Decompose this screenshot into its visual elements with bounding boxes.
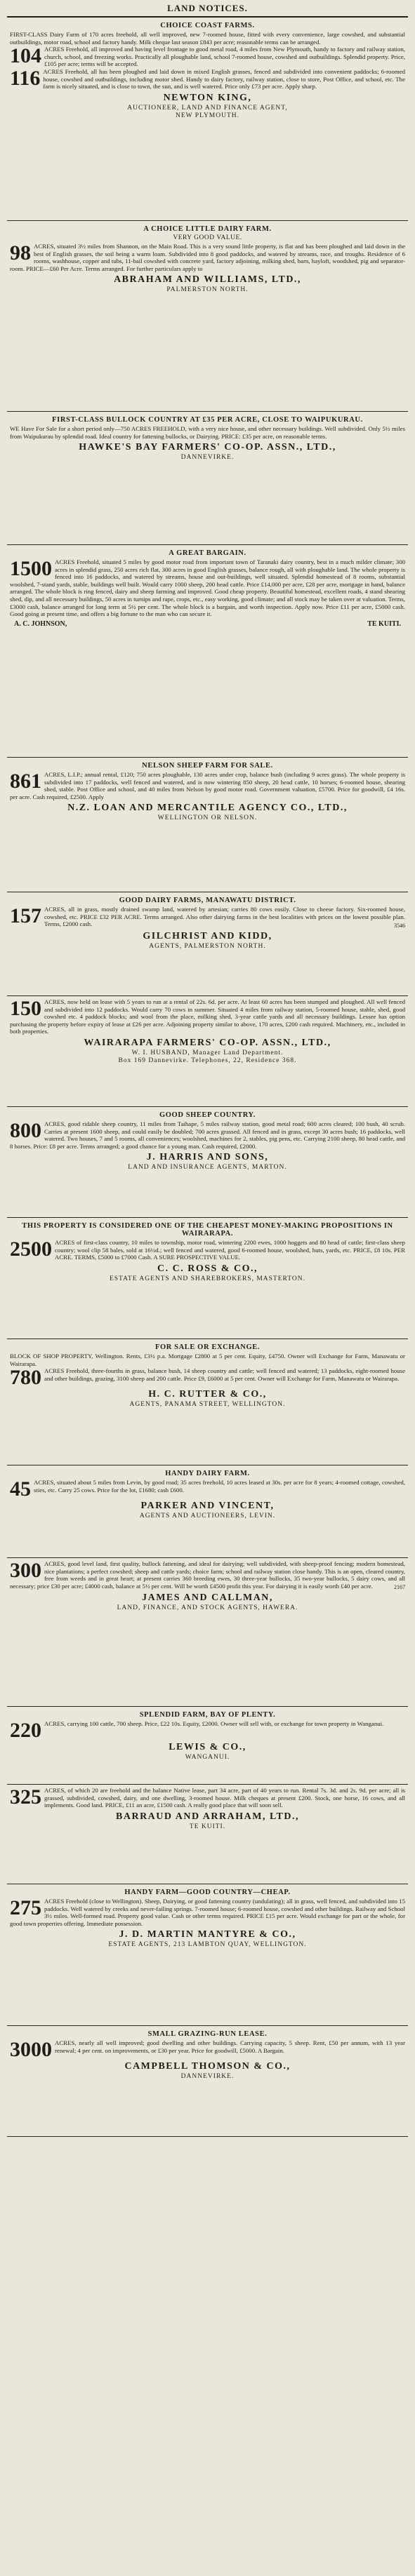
ad-body-paragraph xyxy=(10,1353,405,1367)
agent-firm-name: LEWIS & CO., xyxy=(169,1742,246,1752)
ad-heading: FOR SALE OR EXCHANGE. xyxy=(154,1343,261,1351)
agent-address-line: TE KUITI. xyxy=(189,1823,226,1830)
acreage-figure: 45 xyxy=(10,1477,31,1501)
advertisement xyxy=(7,1707,408,1785)
advertisement xyxy=(7,1785,408,1884)
agent-address-line: LAND AND INSURANCE AGENTS, MARTON. xyxy=(128,1164,287,1172)
agent-address-line: AUCTIONEER, LAND AND FINANCE AGENT, xyxy=(127,104,288,112)
agent-firm-name: GILCHRIST AND KIDD, xyxy=(143,930,272,941)
ad-body-text: ACRES Freehold, all has been ploughed and laid down in mixed English grasses, fenced and subdivided into convenient paddocks; 6-roomed house, cowshed and outbuildings, including motor shed. Handy to dairy factory, railway station, close to store, Post Office, and school, etc. The farm is nicely situated, and is close to town, the sun, and is well watered. Price only £73 per acre. Apply sharp. xyxy=(43,67,405,90)
masthead: LAND NOTICES. xyxy=(7,0,408,18)
agent-firm-name: PARKER AND VINCENT, xyxy=(140,1501,275,1511)
ad-body-paragraph xyxy=(10,243,405,272)
agent-firm-name: H. C. RUTTER & CO., xyxy=(148,1389,267,1400)
ad-body-paragraph xyxy=(10,558,405,618)
agent-firm-name: CAMPBELL THOMSON & CO., xyxy=(124,2061,291,2072)
ad-body-paragraph xyxy=(10,1719,405,1742)
ad-body-paragraph xyxy=(10,425,405,440)
ad-body-text: ACRES, situated 3½ miles from Shannon, on the Main Road. This is a very sound little property, is flat and has been ploughed and laid down in the best of English grasses, the soil being a warm loam. Subdivided into 8 good paddocks, and watered by streams, race, and troughs. Residence of 6 rooms, washhouse, copper and tubs, 11-bail cowshed with concrete yard, factory adjoining, milking shed, barn, hayloft, woodshed, pig and separator-room. PRICE—£60 Per Acre. Terms arranged. For further particulars apply to xyxy=(10,243,405,272)
acreage-figure: 157 xyxy=(10,904,41,927)
advertisement xyxy=(7,758,408,892)
acreage-figure: 300 xyxy=(10,1559,41,1582)
ad-heading: HANDY FARM—GOOD COUNTRY—CHEAP. xyxy=(124,1889,291,1896)
ad-heading: CHOICE COAST FARMS. xyxy=(160,22,255,29)
agent-address-line: DANNEVIRKE. xyxy=(180,454,235,462)
agent-address-line: WANGANUI. xyxy=(185,1754,230,1761)
ad-heading: THIS PROPERTY IS CONSIDERED ONE OF THE CHEAPEST MONEY-MAKING PROPOSITIONS IN WAIRARAPA. xyxy=(22,1222,393,1237)
acreage-figure: 220 xyxy=(10,1719,41,1742)
ad-body-paragraph xyxy=(10,2038,405,2061)
ad-body-text: ACRES, carrying 100 cattle, 700 sheep. Price, £22 10s. Equity, £2000. Owner will sell with, or exchange for town property in Wanganui. xyxy=(44,1720,384,1727)
ad-body-text: ACRES, good level land, first quality, bullock fattening, and ideal for dairying; well subdivided, with sheep-proof fencing; modern homestead, nice plantations; a perfect cowshed; sheep and cattle yards; choice farm; school and railway station close handy. This is an open, cleared country, free from weeds and in great heart; at present carries 360 breeding ewes, 30 three-year bullocks, 35 two-year bullocks, 5 dairy cows, and all necessary; price £30 per acre; £4000 cash, balance at 5½ per cent. Will be worth £4500 profit this year. For dairying it is easily worth £40 per acre. xyxy=(10,1560,405,1590)
ad-body-text: ACRES Freehold, three-fourths in grass, balance bush, 14 sheep country and cattle; well fenced and watered; 13 paddocks, eight-roomed house and other buildings, grazing, 3100 sheep and 200 cattle. Price £9, £6000 at 5 per cent. Owner will Exchange for Farm, Manawatu or Wairarapa. xyxy=(44,1367,405,1382)
agent-address-line: ESTATE AGENTS AND SHAREBROKERS, MASTERTON. xyxy=(109,1275,306,1282)
ad-body-text: ACRES, situated about 5 miles from Levin, by good road; 35 acres freehold, 10 acres leased at 30s. per acre for 8 years; 4-roomed cottage, cowshed, sties, etc. Carry 25 cows. Price for the lot, £1680; cash £600. xyxy=(34,1479,405,1494)
agent-firm-name: C. C. ROSS & CO., xyxy=(157,1263,258,1274)
ad-body-text: ACRES, now held on lease with 5 years to run at a rental of 22s. 6d. per acre. At least 60 acres has been stumped and ploughed. All well fenced and subdivided into 12 paddocks. Would carry 70 cows in summer. Situated 4 miles from railway station, 5-roomed house, stable, shed, good cowshed etc. 4 paddock blocks; and wool from the place, milking shed, 3-year cattle yards and all necessary buildings. Lessee has option purchasing the property before expiry of lease at £26 per acre. Adjoining property similar to above, 170 acres, £200 cash required. Machinery, etc., included in both properties. xyxy=(10,998,405,1035)
agent-firm-name: J. HARRIS AND SONS, xyxy=(146,1152,269,1163)
ad-body-paragraph xyxy=(10,1560,405,1590)
advertisement xyxy=(7,1465,408,1558)
agent-firm-part: A. C. JOHNSON, xyxy=(14,619,67,628)
ad-body-text: WE Have For Sale for a short period only—750 ACRES FREEHOLD, with a very nice house, and other necessary buildings. Well subdivided. Only 5½ miles from Waipukurau by splendid road. Ideal country for fattening bullocks, or Dairying. PRICE: £35 per acre, on reasonable terms. xyxy=(10,425,405,440)
agent-address-line: AGENTS AND AUCTIONEERS, LEVIN. xyxy=(139,1512,276,1520)
ad-body-paragraph xyxy=(10,771,405,800)
acreage-figure: 275 xyxy=(10,1896,41,1919)
acreage-figure: 3000 xyxy=(10,2038,52,2061)
ad-body-text: ACRES, L.I.P.; annual rental, £120; 750 acres ploughable, 130 acres under crop, balance bush (including 9 acres grass). The whole property is subdivided into 17 paddocks, well fenced and watered, and is now wintering 850 sheep, 20 head cattle, 10 horses; 6-roomed house, shearing shed, stable. Post Office and school, and 40 miles from Nelson by good motor road. Government valuation, £5700. Price for goodwill, £4 16s. per acre. Cash required, £2500. Apply xyxy=(10,771,405,800)
acreage-figure: 1500 xyxy=(10,557,52,580)
advertisement xyxy=(7,2026,408,2137)
ad-reference-number: 3546 xyxy=(394,922,405,929)
acreage-figure: 800 xyxy=(10,1119,41,1142)
ad-heading: SPLENDID FARM, BAY OF PLENTY. xyxy=(139,1711,276,1719)
agent-firm-name: WAIRARAPA FARMERS' CO-OP. ASSN., LTD., xyxy=(84,1037,331,1048)
agent-address-line: NEW PLYMOUTH. xyxy=(175,112,240,119)
ad-body-paragraph xyxy=(10,1366,405,1390)
acreage-figure: 150 xyxy=(10,997,41,1020)
agent-address-line: PALMERSTON NORTH. xyxy=(166,286,249,294)
agent-firm-name: JAMES AND CALLMAN, xyxy=(142,1592,273,1604)
ad-body-paragraph xyxy=(10,1239,405,1261)
agent-address-line: DANNEVIRKE. xyxy=(180,2073,235,2080)
ad-body-text: ACRES, good ridable sheep country, 11 miles from Taihape, 5 miles railway station, good metal road; 600 acres cleared; 100 bush, 40 scrub. Carries at present 1600 sheep, and could easily be doubled; 700 acres grassed. All fenced and in grass, except 30 acres bush; 16 paddocks, well watered. Two houses, 7 and 5 rooms, all conveniences; woolshed, machines for 2, stables, pig pens, etc. Carrying 2100 sheep, 80 head cattle, and 8 horses. Price: £8 per acre. Terms arranged; a good chance for a young man. Cash required, £2000. xyxy=(10,1120,405,1150)
agent-firm-name: HAWKE'S BAY FARMERS' CO-OP. ASSN., LTD., xyxy=(79,442,336,453)
ad-body-paragraph xyxy=(10,1477,405,1501)
ad-heading: SMALL GRAZING-RUN LEASE. xyxy=(147,2030,268,2038)
advertisement-column xyxy=(7,18,408,2137)
advertisement xyxy=(7,996,408,1107)
advertisement xyxy=(7,412,408,545)
agent-firm-name: ABRAHAM AND WILLIAMS, LTD., xyxy=(114,274,301,286)
ad-body-text: ACRES of first-class country, 10 miles to township, motor road, wintering 2200 ewes, 1000 hoggets and 80 head of cattle; first-class sheep country; wool clip 58 bales, sold at 16½d.; well fenced and watered, good 6-roomed house, woolshed, huts, yards, etc. PRICE, £8 10s. PER ACRE. TERMS, £5000 to £7000 Cash. A SURE PROSPECTIVE VALUE. xyxy=(55,1239,405,1261)
agent-address-line: AGENTS, PANAMA STREET, WELLINGTON. xyxy=(129,1401,286,1409)
advertisement xyxy=(7,1558,408,1707)
ad-body-text: ACRES, all in grass, mostly drained swamp land, watered by artesian; carries 80 cows easily. Close to cheese factory. Six-roomed house, cowshed, etc. PRICE £32 PER ACRE. Terms arranged. Also other dairying farms in the best localities with prices on the lowest possible plan. Terms, £2000 cash. xyxy=(44,906,405,928)
agent-address-line: W. I. HUSBAND, Manager Land Department. xyxy=(131,1049,284,1056)
ad-body-paragraph xyxy=(10,68,405,90)
advertisement xyxy=(7,18,408,221)
advertisement xyxy=(7,892,408,996)
acreage-figure: 780 xyxy=(10,1366,41,1390)
ad-body-text: ACRES, nearly all well improved; good dwelling and other buildings. Carrying capacity, 5 sheep. Rent, £50 per annum, with 13 year renewal; 4 per cent. on improvements, or £30 per year. Price for goodwill, £5000. A Bargain. xyxy=(55,2039,405,2054)
advertisement xyxy=(7,545,408,758)
ad-heading: NELSON SHEEP FARM FOR SALE. xyxy=(142,762,273,770)
agent-firm-name: N.Z. LOAN AND MERCANTILE AGENCY CO., LTD., xyxy=(67,803,348,814)
agent-address-line: LAND, FINANCE, AND STOCK AGENTS, HAWERA. xyxy=(117,1604,298,1612)
agent-firm-name: J. D. MARTIN MANTYRE & CO., xyxy=(119,1929,296,1940)
agent-firm-row xyxy=(14,620,401,628)
acreage-figure: 861 xyxy=(10,770,41,793)
ad-body-text: ACRES Freehold, situated 5 miles by good motor road from important town of Taranaki dairy country, best in a much milder climate; 300 acres in splendid grass, 250 acres rich flat, 300 acres in good English grasses, balance rough, all with ploughable land. The whole property is fenced into 16 paddocks, and watered by streams, house and out-buildings, well situated. Splendid homestead of 8 rooms, substantial woolshed, 7-stand yards, stable, buildings well built. Would carry 1000 sheep, 200 head cattle. Price £14,000 per acre, £28 per acre, mortgage in hand, balance arranged. The whole block is ring fenced, dairy and sheep farming and improved. Good cheap property. Beautiful homestead, excellent roads, 4 stand shearing shed, dip, and all necessary buildings, 50 acres in turnips and rape, crops, etc., easy working, good climate; and all stock may be taken over at valuation. Terms, £3000 cash, balance arranged for long term at 5½ per cent. The whole block is a bargain, and worth inspection. Apply now. Price £11 per acre, £5000 cash. Good going at present time, and offers a big fortune to the man who can secure it. xyxy=(10,558,405,618)
acreage-figure: 104 xyxy=(10,44,41,68)
ad-heading: GOOD SHEEP COUNTRY. xyxy=(159,1111,256,1119)
acreage-figure: 2500 xyxy=(10,1237,52,1261)
ad-body-paragraph xyxy=(10,1787,405,1809)
ad-body-text: FIRST-CLASS Dairy Farm of 170 acres freehold, all well improved, new 7-roomed house, fitted with every convenience, large cowshed, and substantial outbuildings, motor road, school and factory handy. Milk cheque last season £843 per acre; reasonable terms can be arranged. xyxy=(10,31,405,46)
ad-subheading: VERY GOOD VALUE. xyxy=(173,234,242,241)
acreage-figure: 325 xyxy=(10,1785,41,1809)
ad-heading: GOOD DAIRY FARMS, MANAWATU DISTRICT. xyxy=(119,897,296,904)
ad-heading: FIRST-CLASS BULLOCK COUNTRY AT £35 PER ACRE, CLOSE TO WAIPUKURAU. xyxy=(52,416,363,424)
ad-body-paragraph xyxy=(10,46,405,68)
agent-address-line: AGENTS, PALMERSTON NORTH. xyxy=(149,942,266,950)
ad-heading: A CHOICE LITTLE DAIRY FARM. xyxy=(143,225,272,233)
agent-address-line: Box 169 Dannevirke. Telephones, 22, Residence 368. xyxy=(118,1056,297,1064)
agent-firm-name: BARRAUD AND ARRAHAM, LTD., xyxy=(116,1811,299,1822)
ad-body-text: ACRES Freehold, all improved and having level frontage to good metal road, 4 miles from New Plymouth, handy to factory and railway station, church, school, and freezing works. Practically all ploughable land, school 7-roomed house, cowshed and outbuildings. Splendid property. Price, £105 per acre; terms will be accepted. xyxy=(44,46,405,68)
agent-firm-part: TE KUITI. xyxy=(367,619,401,628)
ad-body-paragraph xyxy=(10,998,405,1035)
ad-body-text: BLOCK OF SHOP PROPERTY, Wellington. Rents, £3½ p.a. Mortgage £2800 at 5 per cent. Equity, £4750. Owner will Exchange for Farm, Manawatu or Wairarapa. xyxy=(10,1353,405,1367)
advertisement xyxy=(7,1884,408,2026)
ad-body-paragraph xyxy=(10,31,405,46)
ad-body-text: ACRES, of which 20 are freehold and the balance Native lease, part 34 acre, part of 40 years to run. Rental 7s. 3d. and 2s. 9d. per acre; all is grassed, subdivided, cowshed, dairy, and one dwelling, 3-roomed house. Milk cheques at present £200. Stock, one horse, 16 cows, and all implements. Good land. PRICE, £11 an acre, £1500 cash. A really good place that will soon sell. xyxy=(44,1787,405,1809)
ad-heading: HANDY DAIRY FARM. xyxy=(165,1470,250,1477)
ad-reference-number: 2167 xyxy=(394,1584,405,1591)
ad-body-paragraph xyxy=(10,1898,405,1927)
ad-body-paragraph xyxy=(10,1120,405,1150)
advertisement xyxy=(7,1339,408,1465)
agent-address-line: ESTATE AGENTS, 213 LAMBTON QUAY, WELLINGTON. xyxy=(108,1941,307,1949)
ad-body-text: ACRES Freehold (close to Wellington). Sheep, Dairying, or good fattening country (undulating); all in grass, well fenced, and subdivided into 15 paddocks. Well watered by creeks and never-failing springs. 7-roomed house; 6-roomed house, cowshed and other buildings. Railway and School 3½ miles. Well-formed road. Property good value. Cash or other terms required. PRICE £15 per acre. Would exchange for part or the whole, for good town properties offering. Immediate possession. xyxy=(10,1898,405,1927)
acreage-figure: 116 xyxy=(10,66,41,90)
advertisement xyxy=(7,1218,408,1339)
advertisement xyxy=(7,221,408,412)
acreage-figure: 98 xyxy=(10,241,31,264)
advertisement xyxy=(7,1107,408,1218)
ad-heading: A GREAT BARGAIN. xyxy=(169,549,246,557)
agent-firm-name: NEWTON KING, xyxy=(163,92,252,103)
agent-address-line: WELLINGTON OR NELSON. xyxy=(157,814,258,822)
